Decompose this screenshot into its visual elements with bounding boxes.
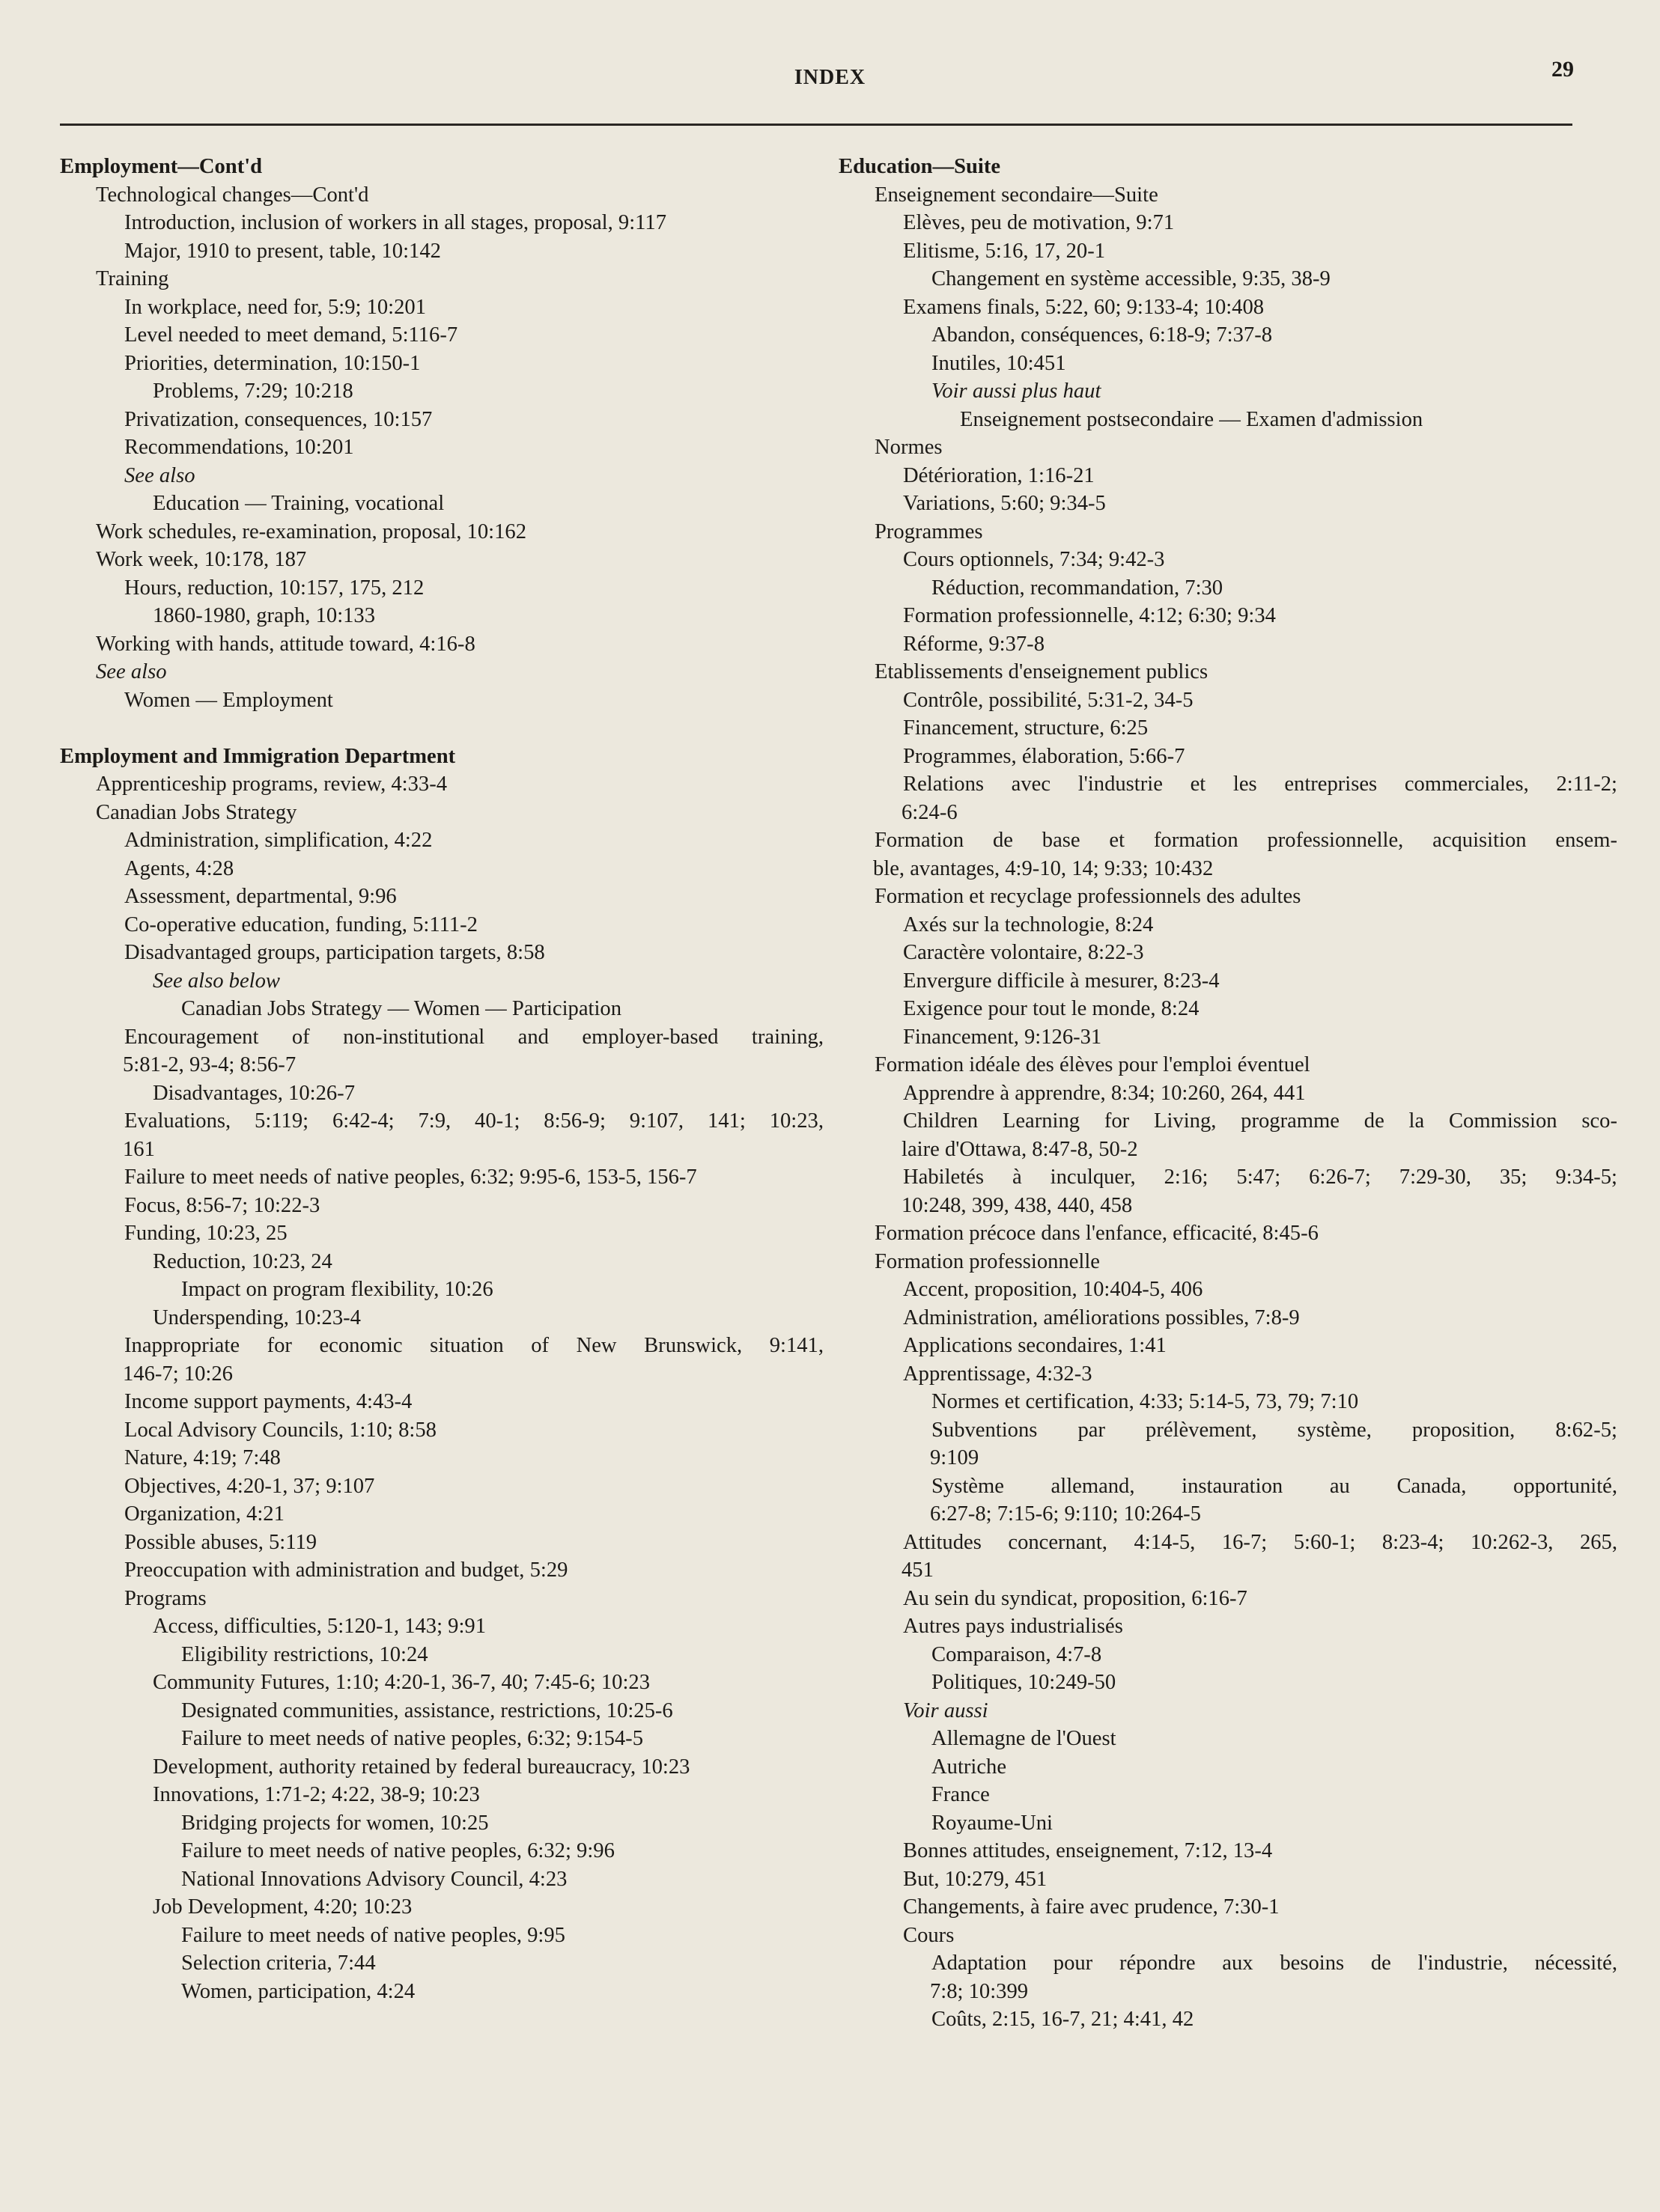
index-entry: Réforme, 9:37-8 xyxy=(903,632,1045,656)
index-entry: Changements, à faire avec prudence, 7:30-1 xyxy=(903,1895,1280,1919)
index-entry: Privatization, consequences, 10:157 xyxy=(124,407,433,431)
index-entry: Women — Employment xyxy=(124,688,333,712)
index-entry: Envergure difficile à mesurer, 8:23-4 xyxy=(903,969,1220,993)
index-entry: Adaptation pour répondre aux besoins de l'industrie, nécessité, xyxy=(931,1952,1617,1975)
index-entry: Access, difficulties, 5:120-1, 143; 9:91 xyxy=(153,1615,486,1638)
index-entry: Formation de base et formation professionnelle, acquisition ensem- xyxy=(875,829,1617,852)
index-entry: Preoccupation with administration and budget, 5:29 xyxy=(124,1559,568,1582)
index-entry: Eligibility restrictions, 10:24 xyxy=(181,1642,428,1666)
index-entry: Apprentissage, 4:32-3 xyxy=(903,1362,1092,1386)
index-entry: In workplace, need for, 5:9; 10:201 xyxy=(124,295,427,319)
index-entry-continuation: ble, avantages, 4:9-10, 14; 9:33; 10:432 xyxy=(873,856,1214,880)
index-entry: 1860-1980, graph, 10:133 xyxy=(153,604,376,627)
index-entry: Bonnes attitudes, enseignement, 7:12, 13-4 xyxy=(903,1839,1273,1862)
index-entry: Abandon, conséquences, 6:18-9; 7:37-8 xyxy=(931,323,1273,347)
left-index-column xyxy=(60,153,824,2005)
index-entry: Nature, 4:19; 7:48 xyxy=(124,1446,281,1469)
index-entry: Contrôle, possibilité, 5:31-2, 34-5 xyxy=(903,688,1194,712)
index-entry: Innovations, 1:71-2; 4:22, 38-9; 10:23 xyxy=(153,1783,480,1806)
index-entry: Normes et certification, 4:33; 5:14-5, 73, 79; 7:10 xyxy=(931,1390,1359,1413)
index-entry-continuation: 161 xyxy=(123,1137,155,1161)
index-entry: Relations avec l'industrie et les entreprises commerciales, 2:11-2; xyxy=(903,773,1617,796)
index-entry: Underspending, 10:23-4 xyxy=(153,1305,361,1329)
index-entry: Réduction, recommandation, 7:30 xyxy=(931,576,1223,600)
index-entry: Canadian Jobs Strategy xyxy=(96,800,297,824)
index-entry-continuation: 451 xyxy=(902,1559,934,1582)
index-entry: Autres pays industrialisés xyxy=(903,1615,1123,1638)
index-entry: Local Advisory Councils, 1:10; 8:58 xyxy=(124,1418,437,1442)
index-entry: Inutiles, 10:451 xyxy=(931,351,1066,375)
index-entry: Evaluations, 5:119; 6:42-4; 7:9, 40-1; 8:56-9; 9:107, 141; 10:23, xyxy=(124,1109,824,1133)
index-entry: Development, authority retained by federal bureaucracy, 10:23 xyxy=(153,1755,690,1779)
index-entry: Programmes, élaboration, 5:66-7 xyxy=(903,744,1185,768)
index-entry: Détérioration, 1:16-21 xyxy=(903,463,1095,487)
index-entry: Community Futures, 1:10; 4:20-1, 36-7, 40; 7:45-6; 10:23 xyxy=(153,1671,651,1694)
index-entry: Recommendations, 10:201 xyxy=(124,436,354,459)
index-entry: Attitudes concernant, 4:14-5, 16-7; 5:60-1; 8:23-4; 10:262-3, 265, xyxy=(903,1530,1617,1554)
index-heading: Employment and Immigration Department xyxy=(60,744,456,768)
cross-reference-label: See also xyxy=(124,463,195,487)
index-spacer xyxy=(60,714,824,743)
index-entry: Disadvantaged groups, participation targets, 8:58 xyxy=(124,941,545,964)
index-entry: Caractère volontaire, 8:22-3 xyxy=(903,941,1144,964)
index-entry: Formation professionnelle xyxy=(875,1249,1100,1273)
right-index-column xyxy=(839,153,1617,2034)
index-entry-continuation: 146-7; 10:26 xyxy=(123,1362,233,1386)
index-entry: Work schedules, re-examination, proposal, 10:162 xyxy=(96,520,526,543)
index-entry: Elèves, peu de motivation, 9:71 xyxy=(903,211,1175,234)
index-entry: Introduction, inclusion of workers in all stages, proposal, 9:117 xyxy=(124,211,666,234)
index-entry: Changement en système accessible, 9:35, 38-9 xyxy=(931,267,1331,290)
header-rule xyxy=(60,124,1572,126)
index-entry: Coûts, 2:15, 16-7, 21; 4:41, 42 xyxy=(931,2008,1194,2031)
index-entry: Allemagne de l'Ouest xyxy=(931,1727,1116,1750)
index-entry: Subventions par prélèvement, système, proposition, 8:62-5; xyxy=(931,1418,1617,1442)
index-entry: Designated communities, assistance, restrictions, 10:25-6 xyxy=(181,1698,673,1722)
index-entry: Formation et recyclage professionnels des adultes xyxy=(875,885,1301,908)
index-entry: Formation professionnelle, 4:12; 6:30; 9:34 xyxy=(903,604,1276,627)
index-entry: Royaume-Uni xyxy=(931,1811,1053,1835)
index-entry: Work week, 10:178, 187 xyxy=(96,548,307,571)
index-heading: Employment—Cont'd xyxy=(60,155,263,178)
index-entry: Agents, 4:28 xyxy=(124,856,234,880)
index-entry: Elitisme, 5:16, 17, 20-1 xyxy=(903,239,1106,263)
index-entry: Priorities, determination, 10:150-1 xyxy=(124,351,421,375)
index-entry: Autriche xyxy=(931,1755,1007,1779)
index-heading: Education—Suite xyxy=(839,155,1001,178)
index-entry-continuation: laire d'Ottawa, 8:47-8, 50-2 xyxy=(902,1137,1138,1161)
index-entry-continuation: 9:109 xyxy=(930,1446,979,1469)
cross-reference-label: See also xyxy=(96,660,167,683)
running-head: INDEX xyxy=(794,66,866,89)
index-entry: Assessment, departmental, 9:96 xyxy=(124,885,397,908)
index-entry: Failure to meet needs of native peoples, 6:32; 9:96 xyxy=(181,1839,615,1862)
index-entry: Programmes xyxy=(875,520,983,543)
index-entry: Administration, simplification, 4:22 xyxy=(124,829,433,852)
index-entry: Cours xyxy=(903,1923,955,1947)
index-entry: Financement, 9:126-31 xyxy=(903,1025,1102,1049)
index-entry: Co-operative education, funding, 5:111-2 xyxy=(124,912,478,936)
index-entry: Reduction, 10:23, 24 xyxy=(153,1249,332,1273)
index-entry: Enseignement postsecondaire — Examen d'admission xyxy=(960,407,1423,431)
index-entry: National Innovations Advisory Council, 4:23 xyxy=(181,1867,568,1891)
cross-reference-label: Voir aussi plus haut xyxy=(931,380,1101,403)
index-entry: Inappropriate for economic situation of New Brunswick, 9:141, xyxy=(124,1334,824,1357)
index-entry: Objectives, 4:20-1, 37; 9:107 xyxy=(124,1474,375,1498)
index-entry: Education — Training, vocational xyxy=(153,492,445,515)
index-entry: Organization, 4:21 xyxy=(124,1502,285,1526)
index-entry: Système allemand, instauration au Canada, opportunité, xyxy=(931,1474,1617,1498)
index-entry: Cours optionnels, 7:34; 9:42-3 xyxy=(903,548,1165,571)
index-entry: Applications secondaires, 1:41 xyxy=(903,1334,1167,1357)
index-entry: Formation précoce dans l'enfance, efficacité, 8:45-6 xyxy=(875,1222,1319,1245)
cross-reference-label: Voir aussi xyxy=(903,1698,988,1722)
index-entry: Enseignement secondaire—Suite xyxy=(875,183,1158,207)
index-entry: Exigence pour tout le monde, 8:24 xyxy=(903,997,1200,1020)
index-entry-continuation: 7:8; 10:399 xyxy=(930,1979,1029,2003)
index-entry: Variations, 5:60; 9:34-5 xyxy=(903,492,1106,515)
index-entry-continuation: 6:27-8; 7:15-6; 9:110; 10:264-5 xyxy=(930,1502,1201,1526)
index-entry: Funding, 10:23, 25 xyxy=(124,1222,288,1245)
index-entry: Failure to meet needs of native peoples, 6:32; 9:95-6, 153-5, 156-7 xyxy=(124,1166,697,1189)
index-entry: Impact on program flexibility, 10:26 xyxy=(181,1278,493,1301)
index-entry-continuation: 10:248, 399, 438, 440, 458 xyxy=(902,1193,1133,1217)
index-entry: France xyxy=(931,1783,990,1806)
index-entry: Hours, reduction, 10:157, 175, 212 xyxy=(124,576,425,600)
index-entry: Working with hands, attitude toward, 4:16-8 xyxy=(96,632,475,656)
page-number: 29 xyxy=(1551,57,1574,82)
index-entry: Possible abuses, 5:119 xyxy=(124,1530,317,1554)
index-entry: Bridging projects for women, 10:25 xyxy=(181,1811,489,1835)
index-entry: Accent, proposition, 10:404-5, 406 xyxy=(903,1278,1203,1301)
page-header xyxy=(0,0,1660,135)
index-entry: Failure to meet needs of native peoples, 6:32; 9:154-5 xyxy=(181,1727,643,1750)
index-entry: Children Learning for Living, programme de la Commission sco- xyxy=(903,1109,1617,1133)
index-entry: Major, 1910 to present, table, 10:142 xyxy=(124,239,441,263)
index-entry: Axés sur la technologie, 8:24 xyxy=(903,912,1154,936)
index-entry: Focus, 8:56-7; 10:22-3 xyxy=(124,1193,320,1217)
index-entry: Training xyxy=(96,267,169,290)
index-entry: Administration, améliorations possibles, 7:8-9 xyxy=(903,1305,1300,1329)
index-entry-continuation: 5:81-2, 93-4; 8:56-7 xyxy=(123,1053,297,1076)
index-entry: Level needed to meet demand, 5:116-7 xyxy=(124,323,458,347)
index-entry: Politiques, 10:249-50 xyxy=(931,1671,1116,1694)
index-entry: Technological changes—Cont'd xyxy=(96,183,369,207)
index-entry: Selection criteria, 7:44 xyxy=(181,1952,376,1975)
index-entry: Disadvantages, 10:26-7 xyxy=(153,1081,355,1105)
index-entry: Apprenticeship programs, review, 4:33-4 xyxy=(96,773,448,796)
index-entry: Canadian Jobs Strategy — Women — Participation xyxy=(181,997,622,1020)
index-entry: Encouragement of non-institutional and employer-based training, xyxy=(124,1025,824,1049)
index-entry: Au sein du syndicat, proposition, 6:16-7 xyxy=(903,1586,1247,1610)
index-entry: Formation idéale des élèves pour l'emploi éventuel xyxy=(875,1053,1310,1076)
index-entry: Financement, structure, 6:25 xyxy=(903,716,1149,740)
cross-reference-label: See also below xyxy=(153,969,280,993)
index-entry: Comparaison, 4:7-8 xyxy=(931,1642,1102,1666)
index-entry: Job Development, 4:20; 10:23 xyxy=(153,1895,413,1919)
index-entry: Women, participation, 4:24 xyxy=(181,1979,416,2003)
index-entry: Habiletés à inculquer, 2:16; 5:47; 6:26-7; 7:29-30, 35; 9:34-5; xyxy=(903,1166,1617,1189)
index-entry: Problems, 7:29; 10:218 xyxy=(153,380,353,403)
index-entry: Programs xyxy=(124,1586,207,1610)
index-entry: Normes xyxy=(875,436,943,459)
index-entry: Apprendre à apprendre, 8:34; 10:260, 264, 441 xyxy=(903,1081,1306,1105)
index-entry: Income support payments, 4:43-4 xyxy=(124,1390,413,1413)
index-entry: Failure to meet needs of native peoples, 9:95 xyxy=(181,1923,565,1947)
index-entry-continuation: 6:24-6 xyxy=(902,800,958,824)
index-entry: Examens finals, 5:22, 60; 9:133-4; 10:408 xyxy=(903,295,1265,319)
index-entry: But, 10:279, 451 xyxy=(903,1867,1048,1891)
index-entry: Etablissements d'enseignement publics xyxy=(875,660,1208,683)
